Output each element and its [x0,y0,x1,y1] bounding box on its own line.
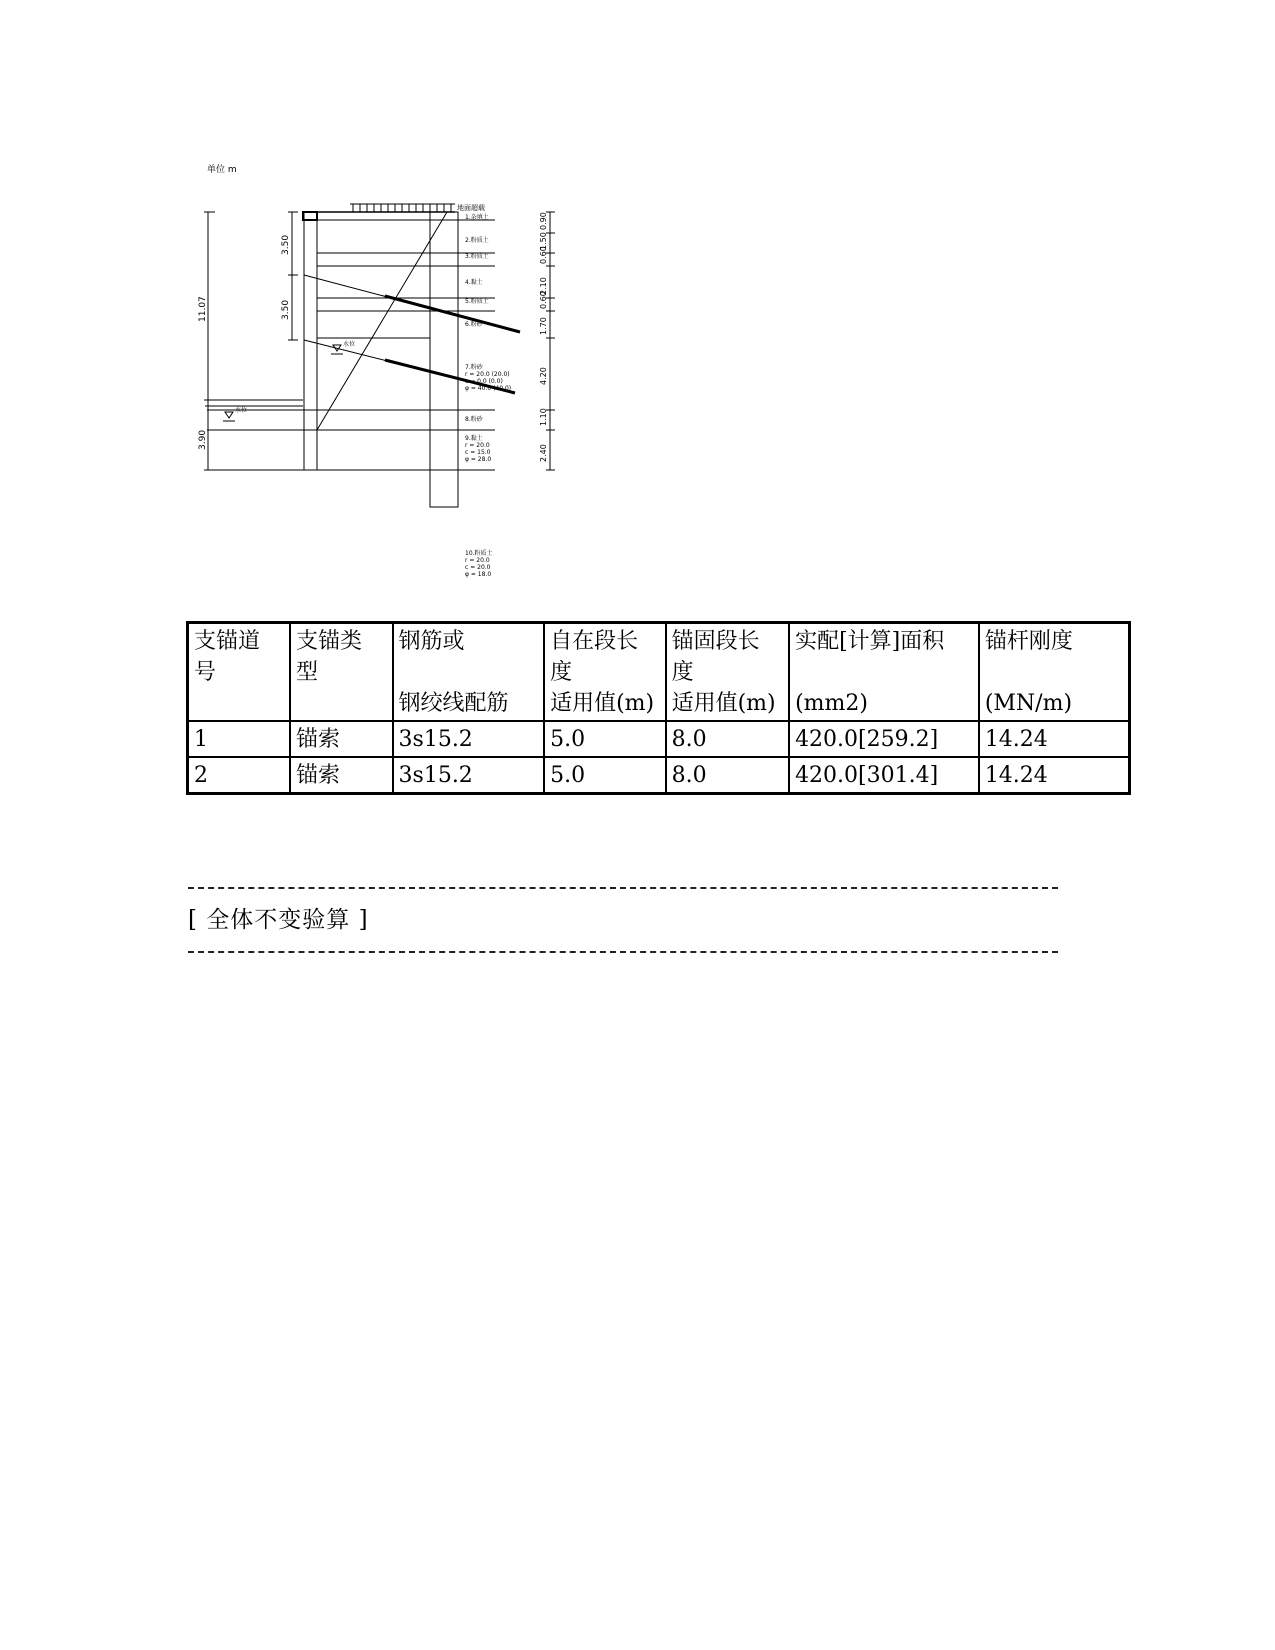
right-dim-label: 2.10 [539,277,548,295]
table-cell: 锚索 [290,721,393,757]
table-cell: 420.0[301.4] [789,757,979,794]
soil-layer-label: 8.粉砂 [465,416,483,423]
header-cell: 锚固段长 度 适用值(m) [666,623,789,722]
water-level-label: 水位 [235,407,248,414]
header-cell: 实配[计算]面积 (mm2) [789,623,979,722]
table-cell: 420.0[259.2] [789,721,979,757]
header-cell: 锚杆刚度 (MN/m) [979,623,1130,722]
table-cell: 14.24 [979,721,1130,757]
soil-param: c = 15.0 [465,449,491,456]
left-dim-label: 11.07 [198,296,208,322]
right-dim-label: 0.60 [539,291,548,309]
table-cell: 2 [188,757,291,794]
table-row [188,757,1130,794]
section-divider-top [188,887,1058,889]
right-dim-label: 1.10 [539,408,548,426]
table-cell: 3s15.2 [393,721,545,757]
anchor-dim-label: 3.50 [281,299,291,320]
right-dim-label: 1.50 [539,232,548,250]
right-dim-label: 2.40 [539,444,548,462]
soil-layer-label: 6.粉砂 [465,321,483,328]
soil-param: r = 20.0 [465,442,490,449]
soil-layer-label: 7.粉砂 [465,364,483,371]
right-dim-label: 0.90 [539,212,548,230]
soil-layer-label: 4.黏土 [465,279,483,286]
unit-label: 单位 m [207,165,237,175]
header-cell: 钢筋或 钢绞线配筋 [393,623,545,722]
surcharge-label: 地面超载 [457,204,485,212]
soil-layer-label: 2.粉质土 [465,237,489,244]
table-row [188,721,1130,757]
table-cell: 锚索 [290,757,393,794]
right-dim-label: 0.60 [539,246,548,264]
table-cell: 1 [188,721,291,757]
left-dim-label: 3.90 [198,429,208,450]
table-header-row [188,623,1130,722]
anchor-table [186,621,1131,795]
section-divider-bottom [188,951,1058,953]
header-cell: 支锚类 型 [290,623,393,722]
header-cell: 自在段长 度 适用值(m) [544,623,666,722]
right-dim-label: 4.20 [539,367,548,385]
table-cell: 5.0 [544,721,666,757]
soil-param: c = 20.0 [465,564,491,571]
section-title: [ 全体不变验算 ] [188,907,369,933]
soil-param: φ = 28.0 [465,456,492,463]
header-cell: 支锚道 号 [188,623,291,722]
table-cell: 8.0 [666,721,789,757]
soil-param: r = 20.0 [465,557,490,564]
soil-layer-label: 10.粉质土 [465,550,493,557]
table-cell: 8.0 [666,757,789,794]
soil-layer-label: 3.粉质土 [465,253,489,260]
soil-param: φ = 18.0 [465,571,492,578]
soil-param: c = 0.0 (0.0) [465,378,503,385]
anchor-dim-label: 3.50 [281,234,291,255]
table-cell: 3s15.2 [393,757,545,794]
table-cell: 5.0 [544,757,666,794]
table-cell: 14.24 [979,757,1130,794]
water-level-label: 水位 [343,341,356,348]
soil-layer-label: 9.黏土 [465,435,483,442]
soil-param: r = 20.0 (20.0) [465,371,510,378]
retaining-wall-section-figure [195,160,565,605]
soil-layer-label: 1.杂填土 [465,214,489,221]
soil-layer-label: 5.粉质土 [465,298,489,305]
soil-param: φ = 40.0 (40.0) [465,385,512,392]
right-dim-label: 1.70 [539,317,548,335]
